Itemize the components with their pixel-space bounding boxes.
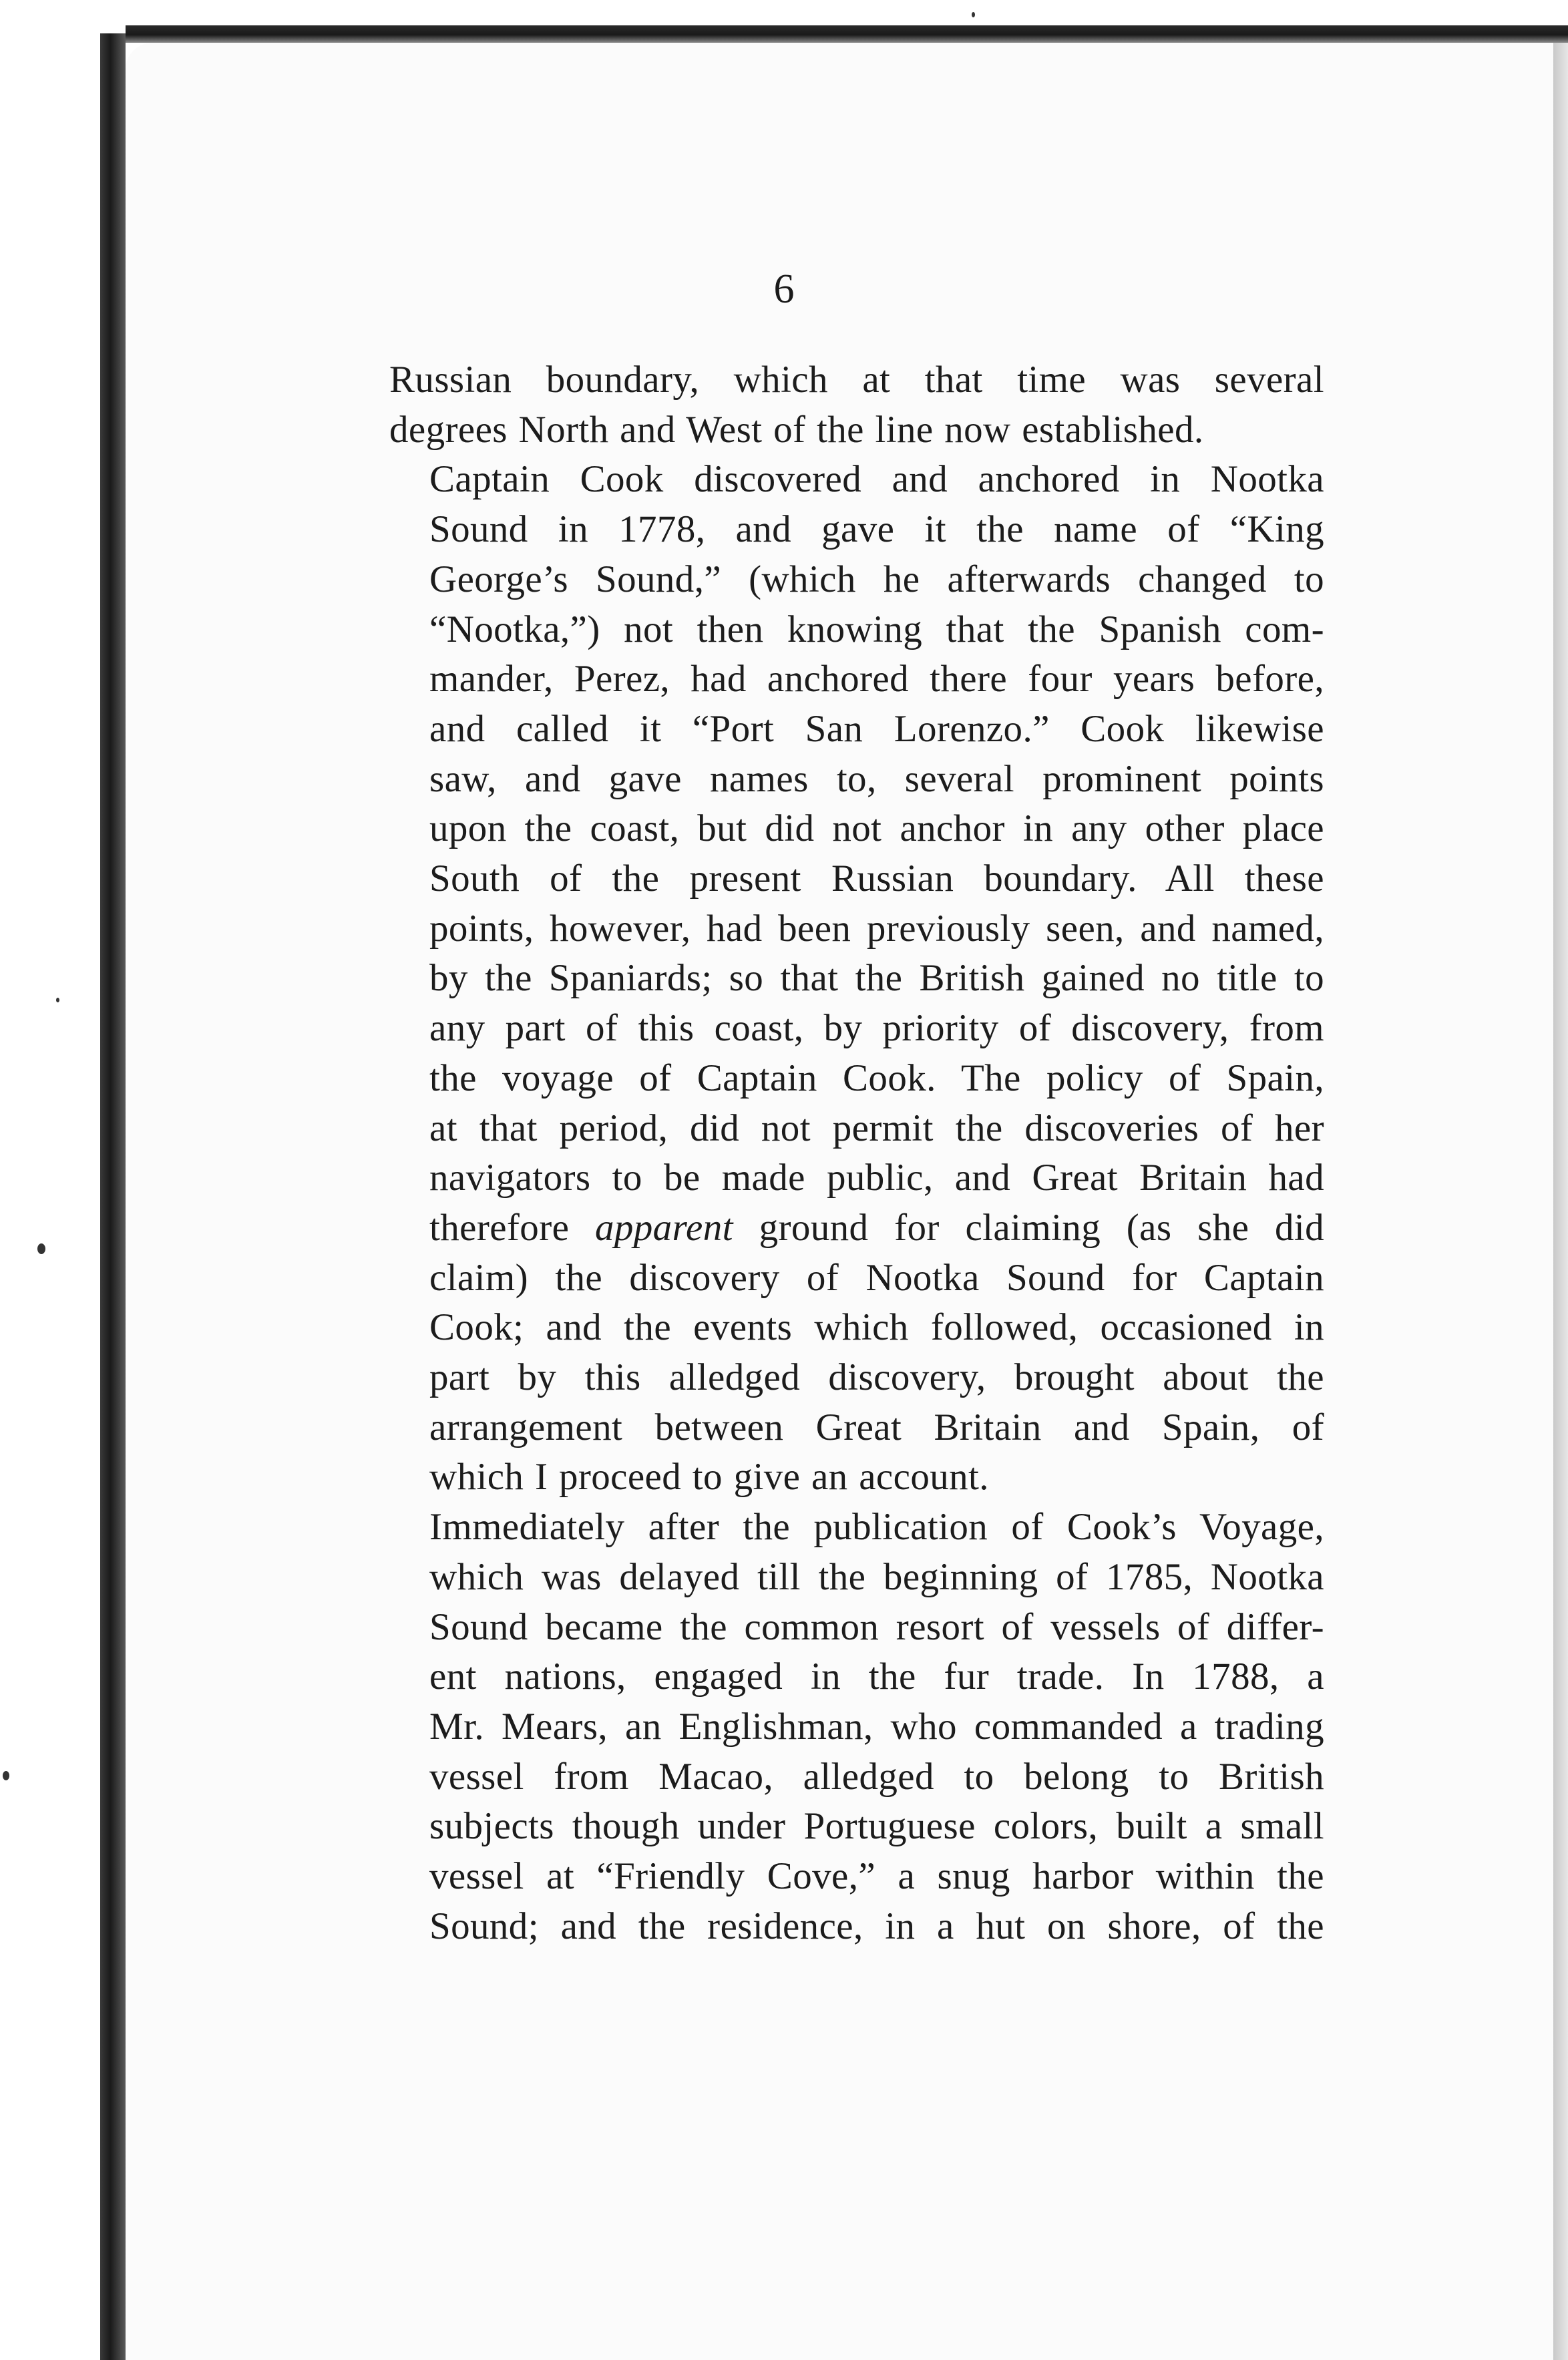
text-line: Sound became the common resort of vessels of differ- <box>429 1605 1324 1648</box>
text-line: mander, Perez, had anchored there four years before, <box>429 658 1324 701</box>
text-line: degrees North and West of the line now established. <box>389 408 1204 451</box>
text-run: therefore <box>429 1206 570 1249</box>
text-line: ent nations, engaged in the fur trade. In 1788, a <box>429 1655 1324 1698</box>
text-line: Russian boundary, which at that time was several <box>389 359 1324 401</box>
text-line: Captain Cook discovered and anchored in Nootka <box>429 458 1324 501</box>
text-run: ground for claiming (as she did <box>759 1206 1325 1249</box>
page-top-shadow <box>126 25 1568 43</box>
scan-speck <box>37 1243 45 1254</box>
page-left-shadow <box>100 33 126 2360</box>
text-line: arrangement between Great Britain and Spain, of <box>429 1406 1324 1448</box>
text-line: George’s Sound,” (which he afterwards changed to <box>429 558 1324 600</box>
text-line: “Nootka,”) not then knowing that the Spanish com- <box>429 608 1324 650</box>
text-line: vessel at “Friendly Cove,” a snug harbor within the <box>429 1855 1324 1898</box>
text-line: claim) the discovery of Nootka Sound for Captain <box>429 1256 1324 1299</box>
paragraph <box>389 1503 1324 1951</box>
text-line: Sound in 1778, and gave it the name of “King <box>429 508 1324 551</box>
page-number: 6 <box>773 266 795 312</box>
body-text <box>389 355 1324 1952</box>
text-line: any part of this coast, by priority of discovery, from <box>429 1007 1324 1050</box>
text-line: subjects though under Portuguese colors, built a small <box>429 1805 1324 1848</box>
text-line: vessel from Macao, alledged to belong to British <box>429 1755 1324 1798</box>
text-line: at that period, did not permit the discoveries of her <box>429 1107 1324 1149</box>
italic-emphasis: apparent <box>594 1206 733 1249</box>
text-line: part by this alledged discovery, brought about the <box>429 1356 1324 1399</box>
text-line-with-italic <box>389 1203 1324 1253</box>
text-line: points, however, had been previously seen, and named, <box>429 907 1324 950</box>
scan-speck <box>3 1771 9 1780</box>
text-line: Cook; and the events which followed, occasioned in <box>429 1306 1324 1349</box>
text-line: South of the present Russian boundary. All these <box>429 857 1324 900</box>
scan-speck <box>56 998 59 1002</box>
text-line: which was delayed till the beginning of 1785, Nootka <box>429 1555 1324 1598</box>
text-line: upon the coast, but did not anchor in any other place <box>429 807 1324 850</box>
text-line: navigators to be made public, and Great Britain had <box>429 1157 1324 1199</box>
paragraph <box>389 455 1324 1503</box>
text-line: by the Spaniards; so that the British gained no title to <box>429 957 1324 1000</box>
text-line: the voyage of Captain Cook. The policy of Spain, <box>429 1056 1324 1099</box>
scan-speck <box>972 12 975 17</box>
page-right-edge <box>1553 43 1568 2360</box>
text-line: Immediately after the publication of Cook’s Voyage, <box>429 1506 1324 1549</box>
text-line: Sound; and the residence, in a hut on shore, of the <box>429 1905 1324 1947</box>
text-line: and called it “Port San Lorenzo.” Cook likewise <box>429 707 1324 750</box>
paragraph <box>389 355 1324 455</box>
text-line: Mr. Mears, an Englishman, who commanded a trading <box>429 1705 1324 1748</box>
text-line: which I proceed to give an account. <box>429 1456 989 1499</box>
text-line: saw, and gave names to, several prominent points <box>429 757 1324 800</box>
